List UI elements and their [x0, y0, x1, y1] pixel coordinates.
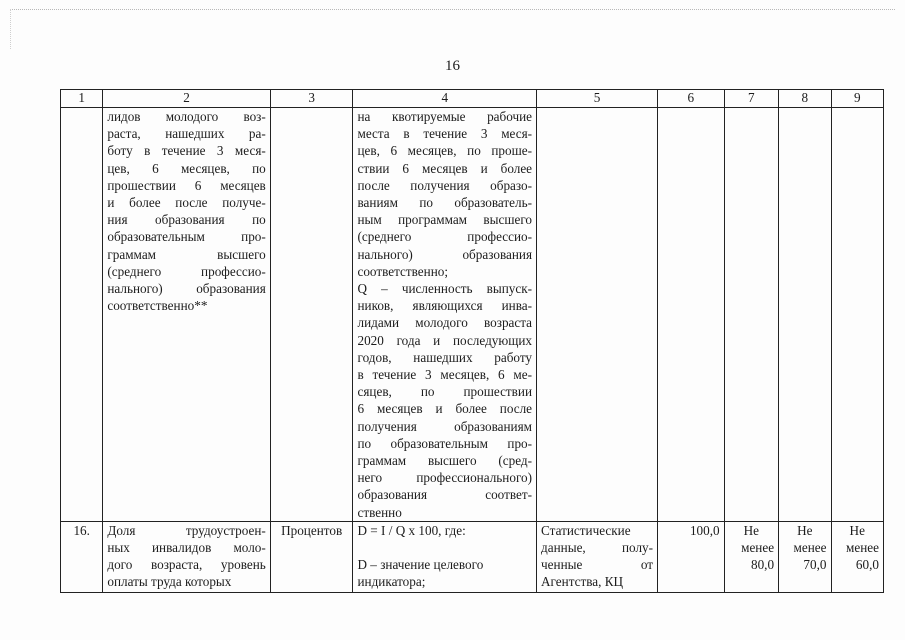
cell-source-empty — [537, 108, 658, 522]
text-line: цев, 6 месяцев, по — [107, 160, 266, 176]
scan-edge-dots-left — [10, 9, 11, 49]
text-line: соответственно; — [357, 263, 449, 279]
text-line: и более после получе- — [107, 195, 266, 211]
header-col-9: 9 — [831, 90, 884, 108]
text-line: ченные от — [541, 557, 654, 573]
header-col-6: 6 — [658, 90, 725, 108]
header-row — [61, 90, 884, 108]
year-2-value — [783, 522, 826, 574]
text-line: индикатора; — [357, 574, 426, 590]
cell-y3-empty — [831, 108, 884, 522]
scan-edge-dots — [10, 9, 895, 10]
value-line: 60,0 — [855, 557, 879, 573]
cell-source — [537, 521, 658, 592]
cell-unit-empty — [270, 108, 353, 522]
table-row-continuation — [61, 108, 884, 522]
value-line: менее — [846, 540, 879, 556]
text-line: сяцев, по прошествии — [357, 384, 533, 400]
cell-year-1 — [724, 521, 778, 592]
cell-formula — [353, 521, 537, 592]
text-line: нального) образования — [107, 281, 266, 297]
text-line: (среднего профессио- — [107, 263, 266, 279]
text-line: раста, нашедших ра- — [107, 126, 266, 142]
header-col-3: 3 — [270, 90, 353, 108]
text-line: ников, являющихся инва- — [357, 298, 533, 314]
text-line: оплаты труда которых — [107, 574, 232, 590]
cell-indicator-name-cont — [103, 108, 270, 522]
cell-year-2 — [779, 521, 831, 592]
text-line: на квотируемые рабочие — [357, 109, 533, 124]
text-line: ным программам высшего — [357, 212, 533, 228]
text-line: данные, полу- — [541, 540, 654, 556]
text-line: дого возраста, уровень — [107, 557, 266, 573]
text-line: D = I / Q x 100, где: — [357, 522, 466, 538]
text-line: D – значение целевого — [357, 557, 484, 573]
text-line: ных инвалидов моло- — [107, 540, 266, 556]
header-col-5: 5 — [537, 90, 658, 108]
value-line: 80,0 — [750, 557, 775, 573]
value-line: 70,0 — [803, 557, 827, 573]
text-line: места в течение 3 меся- — [357, 126, 533, 142]
text-line: боту в течение 3 меся- — [107, 143, 266, 159]
year-3-value — [836, 522, 880, 574]
text-line: граммам высшего (сред- — [357, 453, 533, 469]
cell-year-3 — [831, 521, 884, 592]
value-line: Не — [743, 522, 760, 538]
cell-y2-empty — [779, 108, 831, 522]
header-col-7: 7 — [724, 90, 778, 108]
formula-text — [357, 108, 532, 521]
text-line: ственно — [357, 504, 402, 520]
source-text-16 — [541, 522, 653, 591]
text-line: лидами молодого возраста — [357, 315, 533, 331]
cell-indicator-name — [103, 521, 270, 592]
text-line: Доля трудоустроен- — [107, 522, 266, 538]
text-line: лидов молодого воз- — [107, 109, 266, 124]
text-line: цев, 6 месяцев, по проше- — [357, 143, 533, 159]
year-1-value — [729, 522, 774, 574]
indicator-table — [60, 89, 884, 593]
text-line: нального) образования — [357, 246, 533, 262]
text-line: в течение 3 месяцев, 6 ме- — [357, 367, 533, 383]
cell-formula-cont — [353, 108, 537, 522]
text-line: Агентства, КЦ — [541, 574, 624, 590]
text-line: 6 месяцев и более после — [357, 401, 533, 417]
text-line: него профессионального) — [357, 470, 533, 486]
row-number: 16. — [61, 521, 103, 592]
indicator-name-text — [107, 108, 265, 314]
table-row-16 — [61, 521, 884, 592]
indicator-name-text-16 — [107, 522, 265, 591]
text-line: прошествии 6 месяцев — [107, 177, 266, 193]
text-line: Q – численность выпуск- — [357, 281, 533, 297]
cell-unit: Процентов — [270, 521, 353, 592]
text-line: ваниям по образователь- — [357, 195, 533, 211]
page-number: 16 — [445, 58, 460, 74]
text-line: граммам высшего — [107, 246, 266, 262]
text-line: (среднего профессио- — [357, 229, 533, 245]
text-line: после получения образо- — [357, 177, 533, 193]
header-col-4: 4 — [353, 90, 537, 108]
cell-num-empty — [61, 108, 103, 522]
text-line — [357, 539, 532, 556]
text-line: ния образования по — [107, 212, 266, 228]
value-line: Не — [849, 522, 865, 538]
text-line: получения образованиям — [357, 418, 533, 434]
header-col-1: 1 — [61, 90, 103, 108]
value-line: менее — [793, 540, 827, 556]
text-line: 2020 года и последующих — [357, 332, 533, 348]
value-line: Не — [797, 522, 813, 538]
formula-text-16 — [357, 522, 532, 591]
header-col-2: 2 — [103, 90, 270, 108]
cell-base-empty — [658, 108, 725, 522]
value-line: менее — [741, 540, 775, 556]
text-line: соответственно** — [107, 298, 208, 314]
text-line: Статистические — [541, 522, 631, 538]
text-line: годов, нашедших работу — [357, 349, 533, 365]
text-line: по образовательным про- — [357, 435, 533, 451]
cell-y1-empty — [724, 108, 778, 522]
cell-base-value: 100,0 — [658, 521, 725, 592]
text-line: ствии 6 месяцев и более — [357, 160, 533, 176]
text-line: образовательным про- — [107, 229, 266, 245]
header-col-8: 8 — [779, 90, 831, 108]
text-line: образования соответ- — [357, 487, 533, 503]
